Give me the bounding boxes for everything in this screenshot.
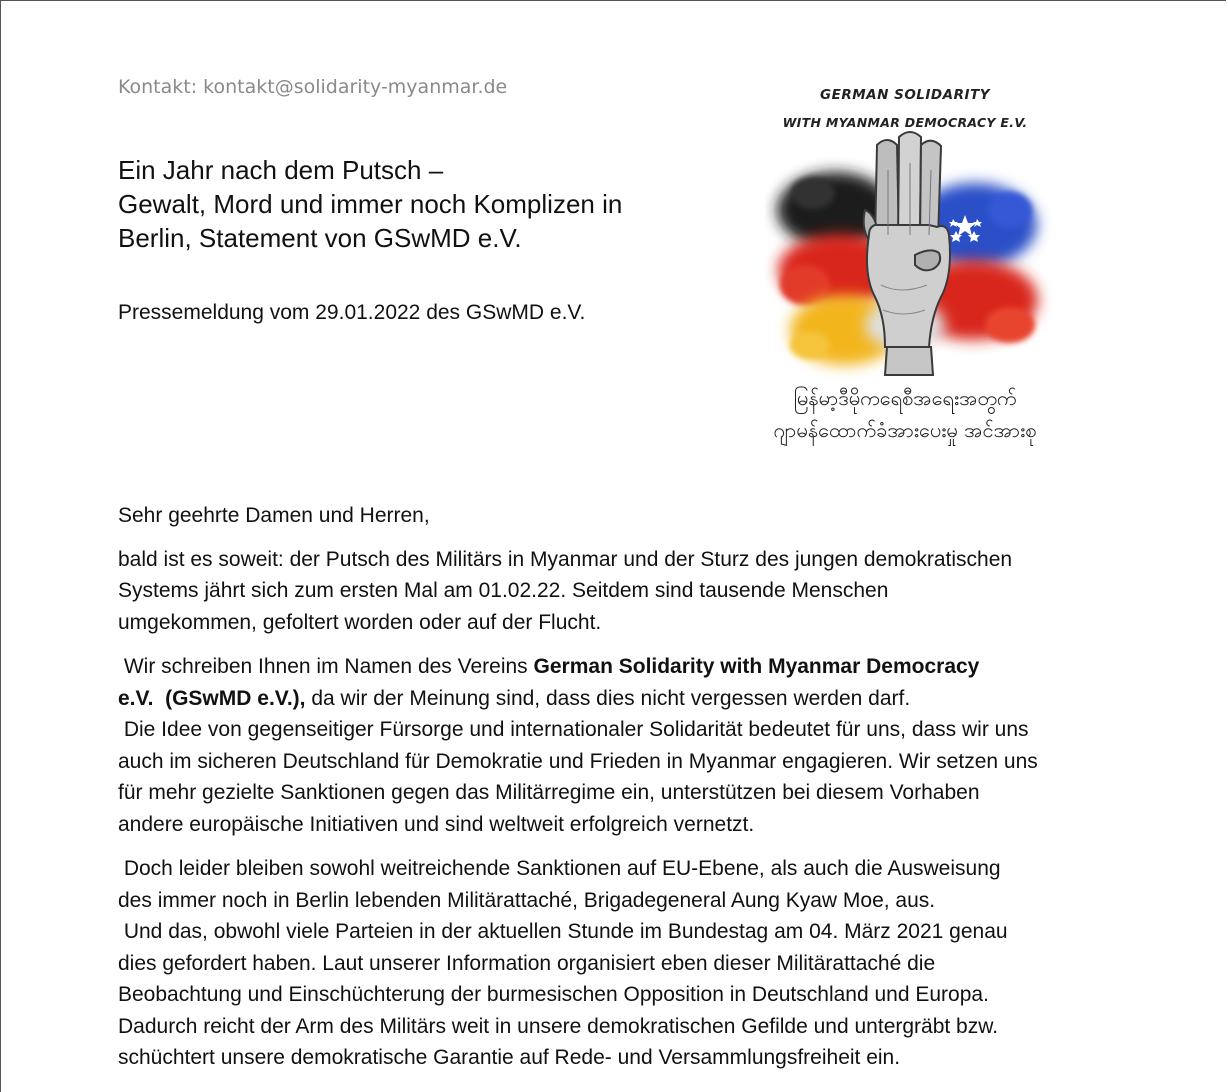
title-line-3: Berlin, Statement von GSwMD e.V.: [118, 223, 522, 253]
logo-burmese-line-1: မြန်မာ့ဒီမိုကရေစီအရေးအတွက်: [793, 386, 1017, 410]
paragraph-2-intro: Wir schreiben Ihnen im Namen des Vereins: [118, 655, 534, 678]
salutation: Sehr geehrte Damen und Herren,: [118, 504, 430, 527]
paragraph-3-line: Dadurch reicht der Arm des Militärs weit in unsere demokratischen Gefilde und untergräbt bzw.: [118, 1014, 999, 1038]
logo-top-line-2: WITH MYANMAR DEMOCRACY E.V.: [782, 115, 1028, 130]
title-line-1: Ein Jahr nach dem Putsch –: [118, 155, 444, 185]
paragraph-2-line: [118, 683, 1118, 715]
paragraph-2-continuation: da wir der Meinung sind, dass dies nicht vergessen werden darf.: [305, 686, 911, 710]
paragraph-2-line: [118, 651, 1118, 683]
paragraph-3: [118, 853, 1118, 1074]
press-release-date: Pressemeldung vom 29.01.2022 des GSwMD e.V.: [118, 301, 586, 324]
paragraph-2-line: für mehr gezielte Sanktionen gegen das Militärregime ein, unterstützen bei diesem Vorhaben: [118, 781, 980, 804]
letter-body: [118, 500, 1118, 1087]
logo-top-line-1: GERMAN SOLIDARITY: [820, 87, 990, 103]
organization-name: German Solidarity with Myanmar Democracy: [533, 655, 980, 678]
paragraph-2-line: Die Idee von gegenseitiger Fürsorge und internationaler Solidarität bedeutet für uns, dass wir uns: [118, 718, 1029, 741]
organization-abbreviation: e.V. (GSwMD e.V.),: [118, 686, 306, 710]
paragraph-1-line: bald ist es soweit: der Putsch des Militärs in Myanmar und der Sturz des jungen demokratischen: [118, 547, 1013, 571]
title-line-2: Gewalt, Mord und immer noch Komplizen in: [118, 189, 623, 219]
paragraph-3-line: dies gefordert haben. Laut unserer Information organisiert eben dieser Militärattaché die: [118, 951, 936, 975]
paragraph-2: [118, 651, 1118, 840]
paragraph-3-line: Doch leider bleiben sowohl weitreichende Sanktionen auf EU-Ebene, als auch die Ausweisung: [118, 857, 1001, 880]
organization-logo: [765, 75, 1055, 455]
paragraph-2-line: andere europäische Initiativen und sind weltweit erfolgreich vernetzt.: [118, 812, 755, 836]
contact-line: Kontakt: kontakt@solidarity-myanmar.de: [118, 76, 508, 98]
logo-burmese-line-2: ဂျာမန်ထောက်ခံအားပေးမှု အင်အားစု: [773, 418, 1037, 442]
paragraph-1: [118, 544, 1118, 639]
paragraph-3-line: Und das, obwohl viele Parteien in der aktuellen Stunde im Bundestag am 04. März 2021 genau: [118, 920, 1008, 943]
paragraph-2-line: auch im sicheren Deutschland für Demokratie und Frieden in Myanmar engagieren. Wir setzen uns: [118, 749, 1038, 773]
paragraph-1-line: umgekommen, gefoltert worden oder auf der Flucht.: [118, 610, 602, 634]
paragraph-3-line: schüchtert unsere demokratische Garantie auf Rede- und Versammlungsfreiheit ein.: [118, 1046, 901, 1069]
paragraph-1-line: Systems jährt sich zum ersten Mal am 01.02.22. Seitdem sind tausende Menschen: [118, 579, 889, 602]
paragraph-3-line: Beobachtung und Einschüchterung der burmesischen Opposition in Deutschland und Europa.: [118, 983, 989, 1006]
page-title: [118, 153, 718, 255]
paragraph-3-line: des immer noch in Berlin lebenden Militärattaché, Brigadegeneral Aung Kyaw Moe, aus.: [118, 888, 936, 912]
